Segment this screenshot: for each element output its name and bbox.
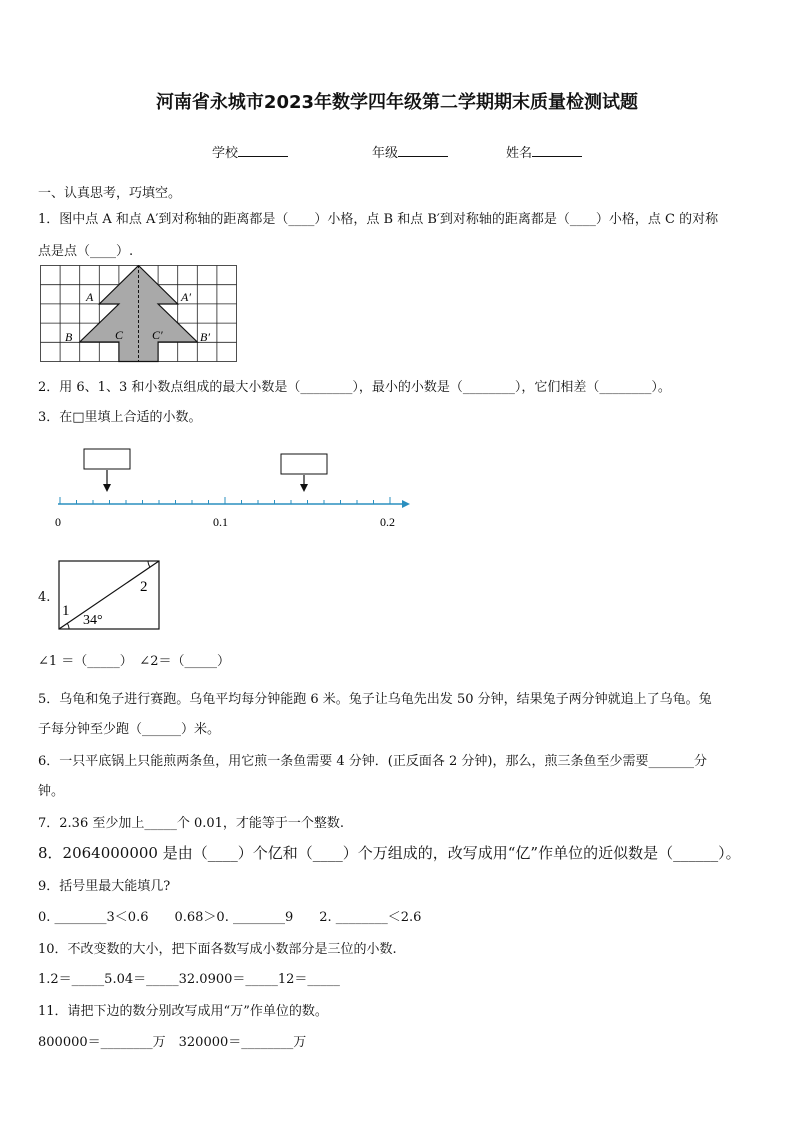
q5-line1: 5．乌龟和兔子进行赛跑。乌龟平均每分钟能跑 6 米。兔子让乌龟先出发 50 分钟，结果兔子两分钟就追上了乌龟。兔 [38,692,712,707]
tick-label-0: 0 [55,515,61,529]
q10-answer: 1.2＝_____5.04＝_____32.0900＝_____12＝_____ [38,972,340,987]
q10-text: 10．不改变数的大小，把下面各数写成小数部分是三位的小数. [38,942,397,957]
number-line-figure [50,446,420,536]
point-b-label: B [65,330,73,344]
rectangle-angle-figure [55,558,165,633]
q11-answer: 800000＝________万 320000＝________万 [38,1035,307,1050]
answer-box-2[interactable] [281,454,327,474]
point-c-prime-label: C′ [152,328,163,342]
q1-line1: 1．图中点 A 和点 A′到对称轴的距离都是（____）小格，点 B 和点 B′到对称轴的距离都是（____）小格，点 C 的对称 [38,212,719,227]
q8: 8．2064000000 是由（____）个亿和（____）个万组成的，改写成用“亿”作单位的近似数是（______）。 [38,844,741,862]
q6-line2: 钟。 [38,784,65,799]
angle-2-label: 2 [140,579,148,595]
tick-label-0-2: 0.2 [380,515,395,529]
section-heading: 一、认真思考，巧填空。 [38,186,182,201]
q4-number: 4. [38,590,51,605]
school-blank[interactable] [238,144,288,157]
point-a-prime-label: A′ [181,290,191,304]
q4-answer: ∠1 ＝（_____） ∠2＝（_____） [38,654,230,669]
q9-answer: 0. ________3＜0.6 0.68＞0. ________9 2. ________＜2.6 [38,910,422,925]
grade-field [372,142,448,161]
name-label: 姓名 [506,146,533,161]
point-b-prime-label: B′ [200,330,210,344]
answer-box-1[interactable] [84,449,130,469]
name-field [506,142,582,161]
q3-text: 3．在□里填上合适的小数。 [38,410,202,425]
q6-line1: 6．一只平底锅上只能煎两条鱼，用它煎一条鱼需要 4 分钟．(正反面各 2 分钟)，那么，煎三条鱼至少需要_______分 [38,754,707,769]
angle-1-label: 1 [62,603,70,619]
degree-label: 34° [83,613,103,628]
symmetry-grid-figure [40,265,240,365]
name-blank[interactable] [532,144,582,157]
q1-line2: 点是点（____）. [38,244,134,259]
school-field [212,142,288,161]
school-label: 学校 [212,146,239,161]
point-a-label: A [86,290,94,304]
q2: 2．用 6、1、3 和小数点组成的最大小数是（________），最小的小数是（________），它们相差（________）。 [38,380,671,395]
tick-label-0-1: 0.1 [213,515,228,529]
q7: 7．2.36 至少加上_____个 0.01，才能等于一个整数. [38,816,345,831]
point-c-label: C [115,328,124,342]
q5-line2: 子每分钟至少跑（______）米。 [38,722,221,737]
q11-text: 11．请把下边的数分别改写成用“万”作单位的数。 [38,1004,328,1019]
grade-label: 年级 [372,146,399,161]
grade-blank[interactable] [398,144,448,157]
q9-text: 9．括号里最大能填几? [38,879,171,894]
page-title: 河南省永城市2023年数学四年级第二学期期末质量检测试题 [155,92,639,113]
